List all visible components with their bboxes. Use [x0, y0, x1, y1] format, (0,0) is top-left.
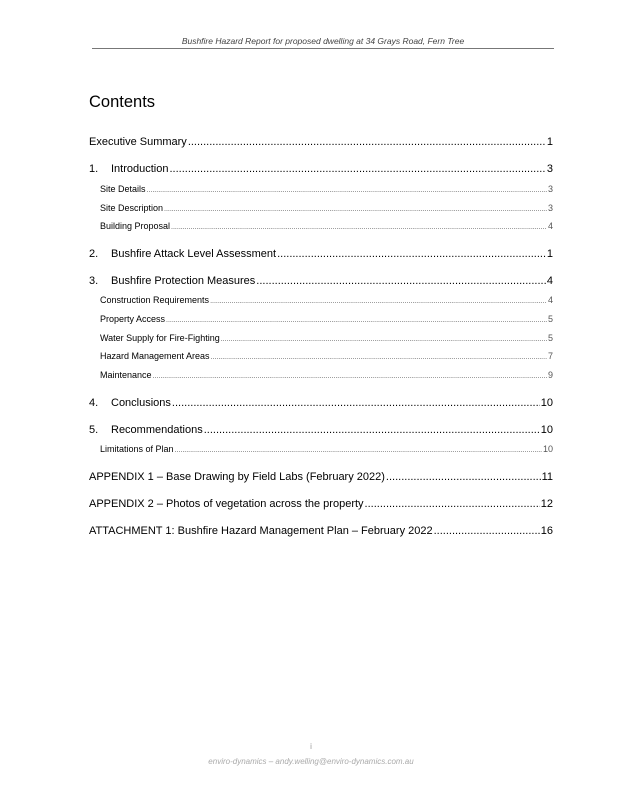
toc-leader: [171, 224, 547, 231]
toc-page: 5: [547, 314, 553, 324]
toc-entry-executive-summary[interactable]: [89, 136, 553, 148]
toc-leader: [172, 397, 540, 409]
toc-page: 3: [547, 203, 553, 213]
toc-label: Introduction: [111, 163, 169, 175]
toc-entry-bal-assessment[interactable]: [89, 248, 553, 260]
toc-entry-limitations-of-plan[interactable]: [100, 444, 553, 454]
toc-label: APPENDIX 2 – Photos of vegetation across the property: [89, 498, 364, 510]
toc-page: 16: [540, 525, 553, 537]
toc-label: Recommendations: [111, 424, 203, 436]
toc-leader: [204, 424, 540, 436]
toc-label: Water Supply for Fire-Fighting: [100, 333, 220, 343]
toc-number: 4.: [89, 397, 99, 409]
toc-page: 3: [547, 184, 553, 194]
toc-label: Hazard Management Areas: [100, 351, 210, 361]
toc-entry-property-access[interactable]: [100, 314, 553, 324]
toc-leader: [147, 187, 547, 194]
toc-page: 9: [547, 370, 553, 380]
toc-leader: [277, 248, 546, 260]
toc-page: 4: [547, 295, 553, 305]
toc-page: 7: [547, 351, 553, 361]
toc-leader: [188, 136, 546, 148]
running-footer: enviro-dynamics – andy.welling@enviro-dynamics.com.au: [208, 757, 414, 766]
toc-page: 1: [546, 248, 553, 260]
toc-label: Property Access: [100, 314, 166, 324]
toc-entry-maintenance[interactable]: [100, 370, 553, 380]
toc-entry-conclusions[interactable]: [89, 397, 553, 409]
toc-leader: [153, 373, 547, 380]
toc-label: Construction Requirements: [100, 295, 210, 305]
toc-entry-site-description[interactable]: [100, 203, 553, 213]
toc-entry-site-details[interactable]: [100, 184, 553, 194]
toc-entry-attachment-1[interactable]: [89, 525, 553, 537]
toc-leader: [211, 354, 547, 361]
toc-entry-building-proposal[interactable]: [100, 221, 553, 231]
running-header: Bushfire Hazard Report for proposed dwelling at 34 Grays Road, Fern Tree: [181, 36, 465, 46]
toc-leader: [256, 275, 546, 287]
toc-page: 11: [541, 471, 553, 483]
toc-label: Site Description: [100, 203, 164, 213]
toc-entry-hazard-management-areas[interactable]: [100, 351, 553, 361]
page-number: i: [310, 742, 312, 751]
toc-page: 1: [546, 136, 553, 148]
toc-entry-appendix-2[interactable]: [89, 498, 553, 510]
toc-page: 12: [540, 498, 553, 510]
toc-entry-recommendations[interactable]: [89, 424, 553, 436]
toc-leader: [164, 206, 547, 213]
toc-entry-bushfire-protection-measures[interactable]: [89, 275, 553, 287]
toc-leader: [210, 298, 547, 305]
toc-label: Bushfire Attack Level Assessment: [111, 248, 277, 260]
toc-label: ATTACHMENT 1: Bushfire Hazard Management Plan – February 2022: [89, 525, 433, 537]
toc-page: 10: [540, 397, 553, 409]
toc-leader: [221, 336, 547, 343]
toc-entry-introduction[interactable]: [89, 163, 553, 175]
toc-label: Conclusions: [111, 397, 171, 409]
toc-number: 2.: [89, 248, 99, 260]
toc-label: APPENDIX 1 – Base Drawing by Field Labs (February 2022): [89, 471, 385, 483]
toc-page: 4: [547, 221, 553, 231]
toc-page: 10: [542, 444, 553, 454]
toc-label: Bushfire Protection Measures: [111, 275, 256, 287]
toc-leader: [166, 317, 547, 324]
toc-page: 3: [546, 163, 553, 175]
toc-label: Executive Summary: [89, 136, 187, 148]
toc-leader: [386, 471, 541, 483]
toc-number: 5.: [89, 424, 99, 436]
toc-leader: [365, 498, 540, 510]
toc-leader: [434, 525, 540, 537]
toc-leader: [169, 163, 545, 175]
toc-leader: [175, 447, 542, 454]
toc-entry-water-supply[interactable]: [100, 333, 553, 343]
page-title: Contents: [89, 93, 156, 111]
toc-label: Building Proposal: [100, 221, 171, 231]
toc-label: Limitations of Plan: [100, 444, 174, 454]
toc-page: 10: [540, 424, 553, 436]
toc-label: Site Details: [100, 184, 146, 194]
toc-entry-construction-requirements[interactable]: [100, 295, 553, 305]
toc-label: Maintenance: [100, 370, 152, 380]
toc-entry-appendix-1[interactable]: [89, 471, 553, 483]
toc-page: 5: [547, 333, 553, 343]
toc-number: 3.: [89, 275, 99, 287]
toc-page: 4: [546, 275, 553, 287]
toc-number: 1.: [89, 163, 99, 175]
